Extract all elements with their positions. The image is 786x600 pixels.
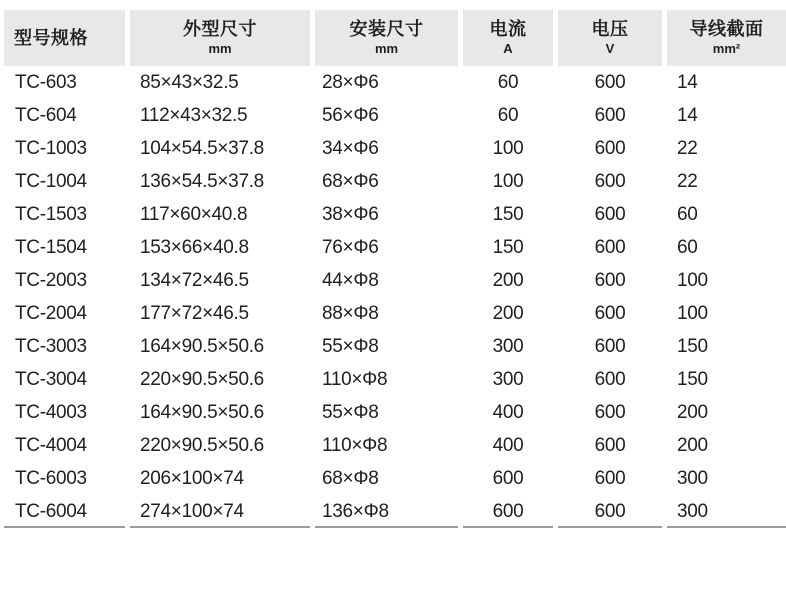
- table-body: [4, 66, 786, 528]
- cell-voltage: 600: [594, 270, 626, 291]
- cell-voltage: 600: [594, 105, 626, 126]
- cell-current: 400: [492, 435, 524, 456]
- cell-outline-dim: 164×90.5×50.6: [140, 336, 264, 357]
- cell-model: TC-2003: [15, 270, 87, 291]
- cell-wire-section: 150: [677, 369, 708, 390]
- header-cell-model: [4, 10, 125, 66]
- header-cell-voltage: [558, 10, 662, 66]
- cell-outline-dim: 104×54.5×37.8: [140, 138, 264, 159]
- cell-mounting-dim: 44×Φ8: [322, 270, 379, 291]
- cell-current: 600: [463, 495, 553, 528]
- cell-wire-section: 200: [677, 402, 708, 423]
- cell-mounting-dim: 56×Φ6: [322, 105, 379, 126]
- cell-model: TC-604: [15, 105, 77, 126]
- cell-mounting-dim: 68×Φ8: [322, 468, 379, 489]
- cell-mounting-dim: 110×Φ8: [322, 369, 388, 390]
- cell-voltage: 600: [594, 336, 626, 357]
- cell-wire-section: 14: [677, 72, 698, 93]
- cell-wire-section: 60: [677, 204, 698, 225]
- cell-model: TC-1004: [15, 171, 87, 192]
- cell-wire-section: 14: [677, 105, 698, 126]
- cell-mounting-dim: 136×Φ8: [315, 495, 458, 528]
- cell-voltage: 600: [594, 369, 626, 390]
- cell-current: 600: [492, 468, 524, 489]
- cell-wire-section: 22: [677, 171, 698, 192]
- table-row: [4, 462, 786, 495]
- spec-table: [4, 10, 786, 528]
- header-cell-wire-section: [667, 10, 786, 66]
- cell-outline-dim: 136×54.5×37.8: [140, 171, 264, 192]
- cell-wire-section: 300: [677, 468, 708, 489]
- cell-model: TC-4003: [15, 402, 87, 423]
- cell-voltage: 600: [594, 72, 626, 93]
- cell-outline-dim: 134×72×46.5: [140, 270, 249, 291]
- table-row: [4, 429, 786, 462]
- header-unit-current: A: [503, 40, 513, 56]
- cell-current: 400: [492, 402, 524, 423]
- cell-model: TC-6004: [4, 495, 125, 528]
- cell-wire-section: 100: [677, 270, 708, 291]
- cell-outline-dim: 177×72×46.5: [140, 303, 249, 324]
- header-label-outline-dimensions: 外型尺寸: [183, 19, 257, 40]
- cell-wire-section: 150: [677, 336, 708, 357]
- cell-outline-dim: 117×60×40.8: [140, 204, 248, 225]
- table-row: [4, 495, 786, 528]
- cell-current: 100: [492, 138, 524, 159]
- cell-wire-section: 60: [677, 237, 698, 258]
- cell-model: TC-1003: [15, 138, 87, 159]
- table-row: [4, 264, 786, 297]
- cell-outline-dim: 220×90.5×50.6: [140, 435, 264, 456]
- cell-model: TC-6003: [15, 468, 87, 489]
- cell-current: 60: [497, 105, 519, 126]
- cell-model: TC-1504: [15, 237, 87, 258]
- header-label-mounting-dimensions: 安装尺寸: [349, 19, 424, 40]
- table-header-row: [4, 10, 786, 66]
- cell-current: 150: [492, 237, 524, 258]
- cell-outline-dim: 274×100×74: [130, 495, 310, 528]
- table-row: [4, 99, 786, 132]
- header-cell-mounting-dimensions: [315, 10, 458, 66]
- cell-voltage: 600: [594, 171, 626, 192]
- cell-voltage: 600: [558, 495, 662, 528]
- cell-mounting-dim: 68×Φ6: [322, 171, 379, 192]
- cell-outline-dim: 164×90.5×50.6: [140, 402, 264, 423]
- cell-outline-dim: 206×100×74: [140, 468, 244, 489]
- table-row: [4, 165, 786, 198]
- cell-mounting-dim: 76×Φ6: [322, 237, 379, 258]
- header-unit-wire-section: mm²: [712, 40, 741, 56]
- table-row: [4, 396, 786, 429]
- header-unit-voltage: V: [605, 40, 615, 56]
- cell-voltage: 600: [594, 435, 626, 456]
- cell-mounting-dim: 88×Φ8: [322, 303, 379, 324]
- header-unit-outline-dimensions: mm: [208, 40, 232, 56]
- cell-wire-section: 300: [667, 495, 786, 528]
- cell-outline-dim: 112×43×32.5: [140, 105, 248, 126]
- cell-voltage: 600: [594, 402, 626, 423]
- cell-mounting-dim: 28×Φ6: [322, 72, 379, 93]
- cell-model: TC-4004: [15, 435, 87, 456]
- cell-mounting-dim: 55×Φ8: [322, 336, 379, 357]
- cell-voltage: 600: [594, 237, 626, 258]
- cell-current: 300: [492, 336, 524, 357]
- header-label-model: 型号规格: [14, 27, 88, 48]
- cell-outline-dim: 153×66×40.8: [140, 237, 249, 258]
- cell-mounting-dim: 110×Φ8: [322, 435, 388, 456]
- cell-voltage: 600: [594, 468, 626, 489]
- cell-outline-dim: 220×90.5×50.6: [140, 369, 264, 390]
- header-label-wire-section: 导线截面: [689, 19, 764, 40]
- cell-wire-section: 100: [677, 303, 708, 324]
- cell-current: 60: [497, 72, 519, 93]
- table-row: [4, 198, 786, 231]
- table-row: [4, 330, 786, 363]
- cell-voltage: 600: [594, 138, 626, 159]
- cell-current: 200: [492, 303, 524, 324]
- header-label-current: 电流: [489, 19, 527, 40]
- cell-model: TC-603: [15, 72, 77, 93]
- cell-outline-dim: 85×43×32.5: [140, 72, 239, 93]
- cell-current: 200: [492, 270, 524, 291]
- cell-current: 100: [492, 171, 524, 192]
- table-row: [4, 132, 786, 165]
- header-cell-current: [463, 10, 553, 66]
- cell-mounting-dim: 34×Φ6: [322, 138, 379, 159]
- cell-model: TC-3003: [15, 336, 87, 357]
- cell-voltage: 600: [594, 204, 626, 225]
- cell-voltage: 600: [594, 303, 626, 324]
- table-row: [4, 66, 786, 99]
- cell-model: TC-1503: [15, 204, 87, 225]
- table-row: [4, 231, 786, 264]
- cell-mounting-dim: 55×Φ8: [322, 402, 379, 423]
- cell-mounting-dim: 38×Φ6: [322, 204, 379, 225]
- cell-current: 150: [492, 204, 524, 225]
- cell-current: 300: [492, 369, 524, 390]
- cell-model: TC-3004: [15, 369, 87, 390]
- table-row: [4, 363, 786, 396]
- cell-wire-section: 200: [677, 435, 708, 456]
- cell-wire-section: 22: [677, 138, 698, 159]
- cell-model: TC-2004: [15, 303, 87, 324]
- header-unit-mounting-dimensions: mm: [374, 40, 399, 56]
- header-label-voltage: 电压: [591, 19, 629, 40]
- table-row: [4, 297, 786, 330]
- header-cell-outline-dimensions: [130, 10, 310, 66]
